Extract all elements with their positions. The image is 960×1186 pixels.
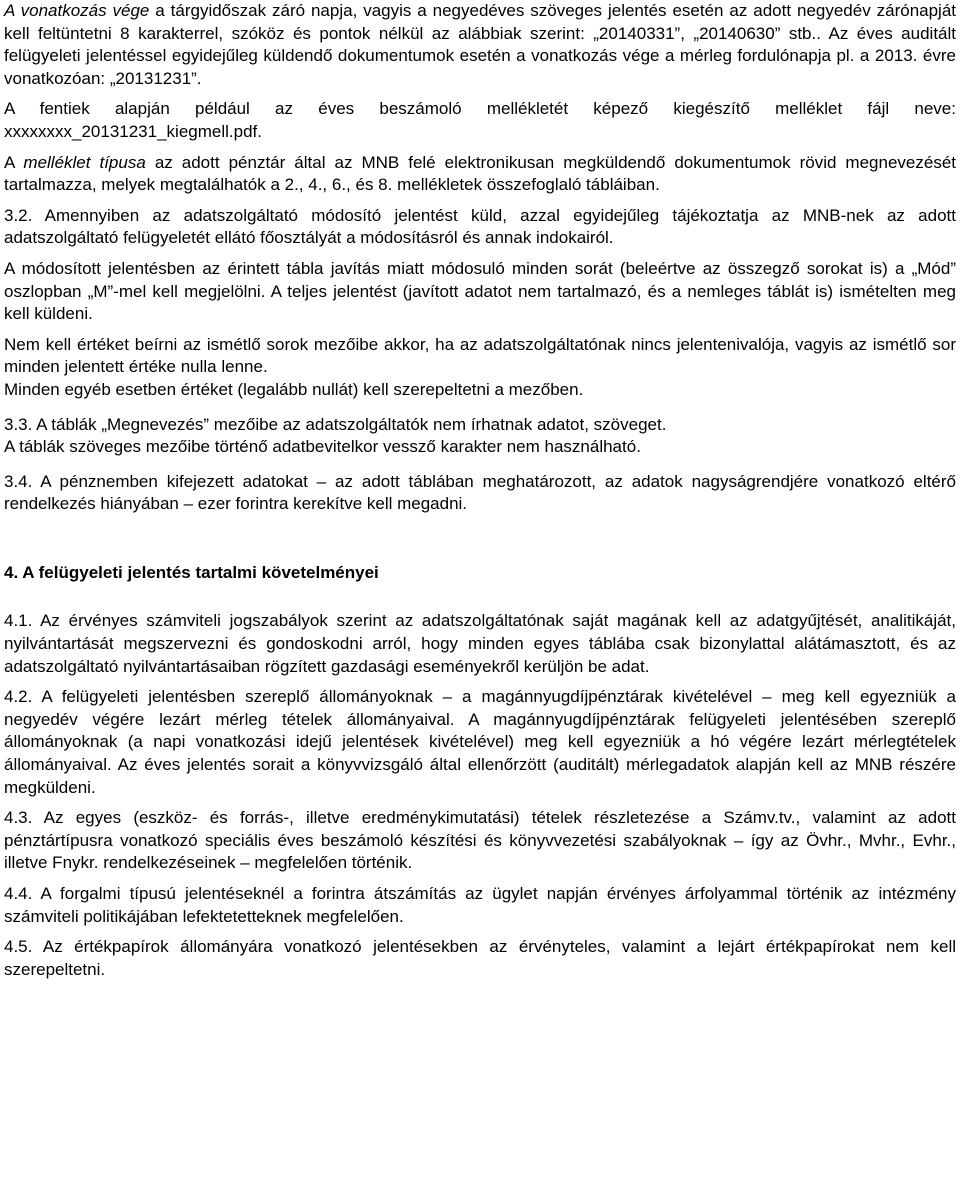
section-heading: 4. A felügyeleti jelentés tartalmi követelményei	[4, 562, 379, 582]
paragraph-4-5: 4.5. Az értékpapírok állományára vonatkozó jelentésekben az érvényteles, valamint a lejárt értékpapírokat nem kell szerepeltetni.	[4, 937, 956, 979]
paragraph-melleklet-tipusa	[4, 152, 956, 197]
paragraph-example-filename: A fentiek alapján például az éves beszámoló mellékletét képező kiegészítő melléklet fájl neve: xxxxxxxx_20131231_kiegmell.pdf.	[4, 99, 956, 141]
paragraph-4-4: 4.4. A forgalmi típusú jelentéseknél a forintra átszámítás az ügylet napján érvényes árfolyammal történik az intézmény számviteli politikájában lefektetetteknek megfelelően.	[4, 884, 956, 926]
paragraph-szoveges-mezok: A táblák szöveges mezőibe történő adatbevitelkor vessző karakter nem használható.	[4, 437, 641, 457]
paragraph-vonatkozas-vege	[4, 0, 956, 90]
paragraph-modositott-jelentes: A módosított jelentésben az érintett tábla javítás miatt módosuló minden sorát (beleértve az összegző sorokat is) a „Mód” oszlopban „M”-mel kell megjelölni. A teljes jelentést (javított adatot nem tartalmazó, és a nemleges táblát is) ismételten meg kell küldeni.	[4, 258, 956, 324]
paragraph-text: a tárgyidőszak záró napja, vagyis a negyedéves szöveges jelentés esetén az adott negyedév zárónapját kell feltüntetni 8 karakterrel, szóköz és pontok nélkül az alábbiak szerint: „20140331”, „20140630” stb.. Az éves auditált felügyeleti jelentéssel egyidejűleg küldendő dokumentumok esetén a vonatkozás vége a mérleg fordulónapja pl. a 2013. évre vonatkozóan: „20131231”.	[4, 1, 957, 88]
paragraph-minden-egyeb: Minden egyéb esetben értéket (legalább nullát) kell szerepeltetni a mezőben.	[4, 379, 584, 399]
italic-term: melléklet típusa	[23, 152, 146, 172]
paragraph-text: A	[4, 152, 24, 172]
paragraph-3-3: 3.3. A táblák „Megnevezés” mezőibe az adatszolgáltatók nem írhatnak adatot, szöveget.	[4, 414, 667, 434]
paragraph-ismetlo-sorok: Nem kell értéket beírni az ismétlő sorok mezőibe akkor, ha az adatszolgáltatónak nincs jelentenivalója, vagyis az ismétlő sor minden jelentett értéke nulla lenne.	[4, 334, 956, 377]
italic-term: A vonatkozás vége	[4, 1, 150, 20]
paragraph-3-4: 3.4. A pénznemben kifejezett adatokat ‒ az adott táblában meghatározott, az adatok nagyságrendjére vonatkozó eltérő rendelkezés hiányában ‒ ezer forintra kerekítve kell megadni.	[4, 471, 956, 514]
document-page	[4, 0, 956, 981]
paragraph-4-2: 4.2. A felügyeleti jelentésben szereplő állományoknak ‒ a magánnyugdíjpénztárak kivételével ‒ meg kell egyezniük a negyedév végére lezárt mérleg tételek állományaival. A magánnyugdíjpénztárak felügyeleti jelentésében szereplő állományoknak (a napi vonatkozási idejű jelentések kivételével) meg kell egyezniük a hó végére lezárt mérlegtételek állományaival. Az éves jelentés sorait a könyvvizsgáló által ellenőrzött (auditált) mérlegadatok alapján kell az MNB részére megküldeni.	[4, 687, 956, 797]
paragraph-4-3: 4.3. Az egyes (eszköz- és forrás-, illetve eredménykimutatási) tételek részletezése a Számv.tv., valamint az adott pénztártípusra vonatkozó speciális éves beszámoló készítési és könyvvezetési szabályoknak ‒ így az Övhr., Mvhr., Evhr., illetve Fnykr. rendelkezéseinek ‒ megfelelően történik.	[4, 808, 956, 873]
paragraph-4-1: 4.1. Az érvényes számviteli jogszabályok szerint az adatszolgáltatónak saját magának kell az adatgyűjtését, analitikáját, nyilvántartását megszervezni és gondoskodni arról, hogy minden egyes táblába csak bizonylattal alátámasztott, és az adatszolgáltató nyilvántartásaiban rögzített gazdasági eseményekről kerüljön be adat.	[4, 611, 956, 676]
paragraph-3-2: 3.2. Amennyiben az adatszolgáltató módosító jelentést küld, azzal egyidejűleg tájékoztatja az MNB-nek az adott adatszolgáltató felügyeletét ellátó főosztályát a módosításról és annak indokairól.	[4, 205, 956, 248]
paragraph-text: az adott pénztár által az MNB felé elektronikusan megküldendő dokumentumok rövid megnevezését tartalmazza, melyek megtalálhatók a 2., 4., 6., és 8. mellékletek összefoglaló tábláiban.	[4, 152, 956, 195]
